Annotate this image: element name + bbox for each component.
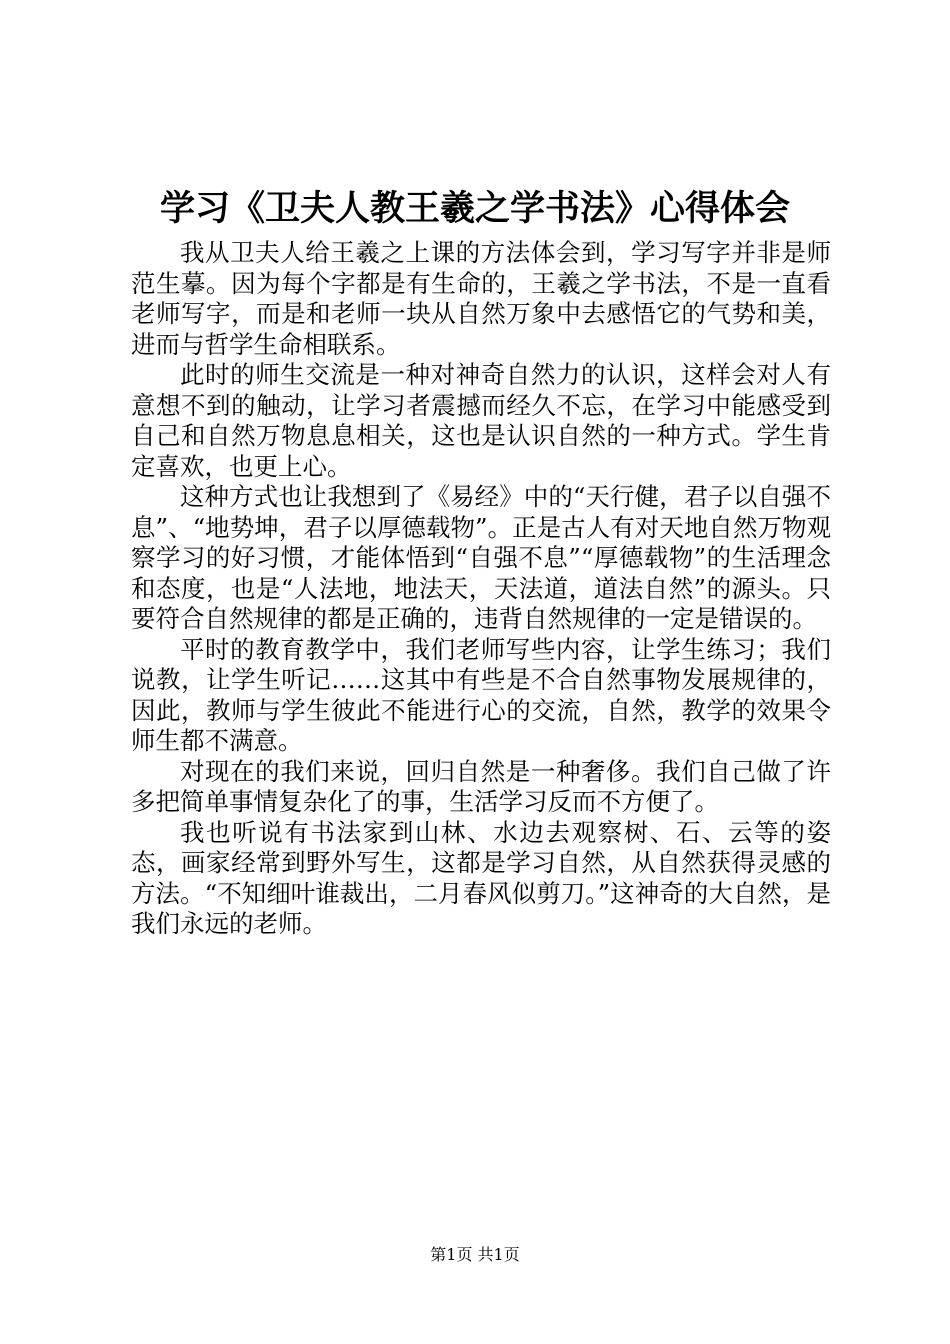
paragraph-3: 这种方式也让我想到了《易经》中的“天行健，君子以自强不息”、“地势坤，君子以厚德载物”。正是古人有对天地自然万物观察学习的好习惯，才能体悟到“自强不息”“厚德载物”的生活理念和态度，也是“人法地，地法天，天法道，道法自然”的源头。只要符合自然规律的都是正确的，违背自然规律的一定是错误的。 [131, 482, 831, 633]
paragraph-6: 我也听说有书法家到山林、水边去观察树、石、云等的姿态，画家经常到野外写生，这都是学习自然，从自然获得灵感的方法。“不知细叶谁裁出，二月春风似剪刀。”这神奇的大自然，是我们永远的老师。 [131, 817, 831, 938]
paragraph-4: 平时的教育教学中，我们老师写些内容，让学生练习；我们说教，让学生听记……这其中有些是不合自然事物发展规律的，因此，教师与学生彼此不能进行心的交流，自然，教学的效果令师生都不满意。 [131, 634, 831, 755]
paragraph-1: 我从卫夫人给王羲之上课的方法体会到，学习写字并非是师范生摹。因为每个字都是有生命的，王羲之学书法，不是一直看老师写字，而是和老师一块从自然万象中去感悟它的气势和美，进而与哲学生命相联系。 [131, 238, 831, 359]
paragraph-5: 对现在的我们来说，回归自然是一种奢侈。我们自己做了许多把简单事情复杂化了的事，生活学习反而不方便了。 [131, 756, 831, 816]
document-body [131, 238, 831, 940]
document-title: 学习《卫夫人教王羲之学书法》心得体会 [159, 188, 790, 229]
page-number-footer: 第1页 共1页 [430, 1245, 520, 1264]
paragraph-2: 此时的师生交流是一种对神奇自然力的认识，这样会对人有意想不到的触动，让学习者震撼而经久不忘，在学习中能感受到自己和自然万物息息相关，这也是认识自然的一种方式。学生肯定喜欢，也更上心。 [131, 360, 831, 481]
